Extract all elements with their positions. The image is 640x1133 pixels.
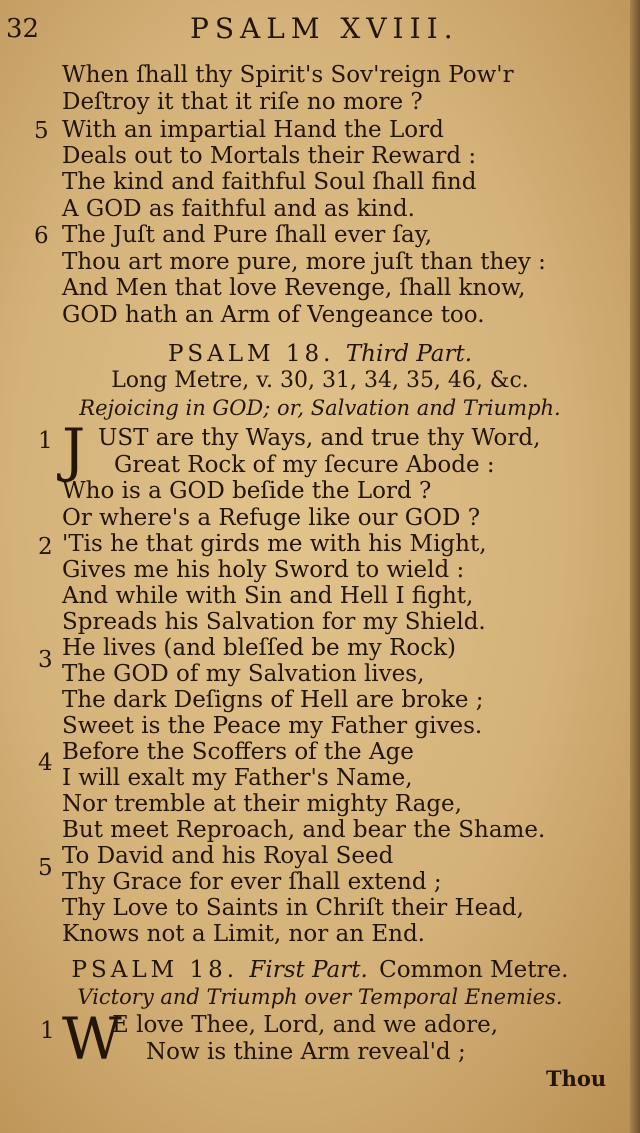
verse-number: 4	[38, 750, 53, 776]
running-head: PSALM XVIII.	[190, 12, 459, 45]
verse-line: I will exalt my Father's Name,	[62, 765, 413, 791]
verse-line: And Men that love Revenge, ſhall know,	[62, 275, 526, 301]
verse-line: UST are thy Ways, and true thy Word,	[98, 425, 541, 451]
section-subtitle: Rejoicing in GOD; or, Salvation and Triumph.	[79, 396, 561, 420]
part-label: Third Part.	[345, 341, 473, 367]
verse-line: He lives (and bleſſed be my Rock)	[62, 635, 457, 661]
section-subtitle: Victory and Triumph over Temporal Enemies.	[77, 985, 563, 1009]
verse-number: 6	[34, 223, 49, 249]
verse-number: 3	[38, 647, 53, 673]
verse-line: Now is thine Arm reveal'd ;	[146, 1039, 466, 1065]
drop-cap: J	[62, 416, 86, 484]
section-title	[0, 957, 640, 983]
verse-line: Thy Grace for ever ſhall extend ;	[62, 869, 442, 895]
verse-line: Before the Scoffers of the Age	[62, 739, 414, 765]
verse-number: 5	[38, 855, 53, 881]
psalm-title: PSALM 18.	[71, 957, 239, 983]
part-label: First Part.	[249, 957, 368, 983]
page-number: 32	[6, 14, 40, 44]
verse-line: Thy Love to Saints in Chriſt their Head,	[62, 895, 524, 921]
verse-number: 2	[38, 534, 53, 560]
verse-line: Nor tremble at their mighty Rage,	[62, 791, 462, 817]
verse-line: 'Tis he that girds me with his Might,	[62, 531, 487, 557]
metre-line: Long Metre, v. 30, 31, 34, 35, 46, &c.	[111, 368, 529, 393]
catchword: Thou	[546, 1066, 607, 1091]
metre-label: Common Metre.	[379, 957, 569, 983]
verse-line: The dark Deſigns of Hell are broke ;	[62, 687, 484, 713]
verse-line: Who is a GOD beſide the Lord ?	[62, 478, 432, 504]
drop-cap: W	[62, 1005, 122, 1073]
verse-line: Sweet is the Peace my Father gives.	[62, 713, 483, 739]
verse-line: Great Rock of my ſecure Abode :	[114, 452, 495, 478]
page-header	[0, 10, 640, 50]
verse-line: The kind and faithful Soul ſhall find	[62, 169, 477, 195]
verse-number: 5	[34, 118, 49, 144]
verse-line: Spreads his Salvation for my Shield.	[62, 609, 486, 635]
verse-line: But meet Reproach, and bear the Shame.	[62, 817, 546, 843]
verse-line: To David and his Royal Seed	[62, 843, 394, 869]
verse-line: E love Thee, Lord, and we adore,	[112, 1012, 499, 1038]
verse-line: Deals out to Mortals their Reward :	[62, 143, 477, 169]
section-title	[0, 341, 640, 367]
verse-line: Thou art more pure, more juſt than they :	[62, 249, 546, 275]
verse-line: Knows not a Limit, nor an End.	[62, 921, 425, 947]
verse-line: Gives me his holy Sword to wield :	[62, 557, 465, 583]
verse-line: Deſtroy it that it riſe no more ?	[62, 89, 423, 115]
verse-line: Or where's a Refuge like our GOD ?	[62, 505, 481, 531]
verse-line: The GOD of my Salvation lives,	[62, 661, 425, 687]
verse-number: 1	[40, 1018, 55, 1044]
verse-line: When ſhall thy Spirit's Sov'reign Pow'r	[62, 62, 514, 88]
verse-line: And while with Sin and Hell I fight,	[62, 583, 474, 609]
verse-line: A GOD as faithful and as kind.	[62, 196, 415, 222]
verse-line: GOD hath an Arm of Vengeance too.	[62, 302, 485, 328]
verse-number: 1	[38, 428, 53, 454]
verse-line: The Juſt and Pure ſhall ever ſay,	[62, 222, 432, 248]
verse-line: With an impartial Hand the Lord	[62, 117, 444, 143]
psalm-title: PSALM 18.	[167, 341, 335, 367]
